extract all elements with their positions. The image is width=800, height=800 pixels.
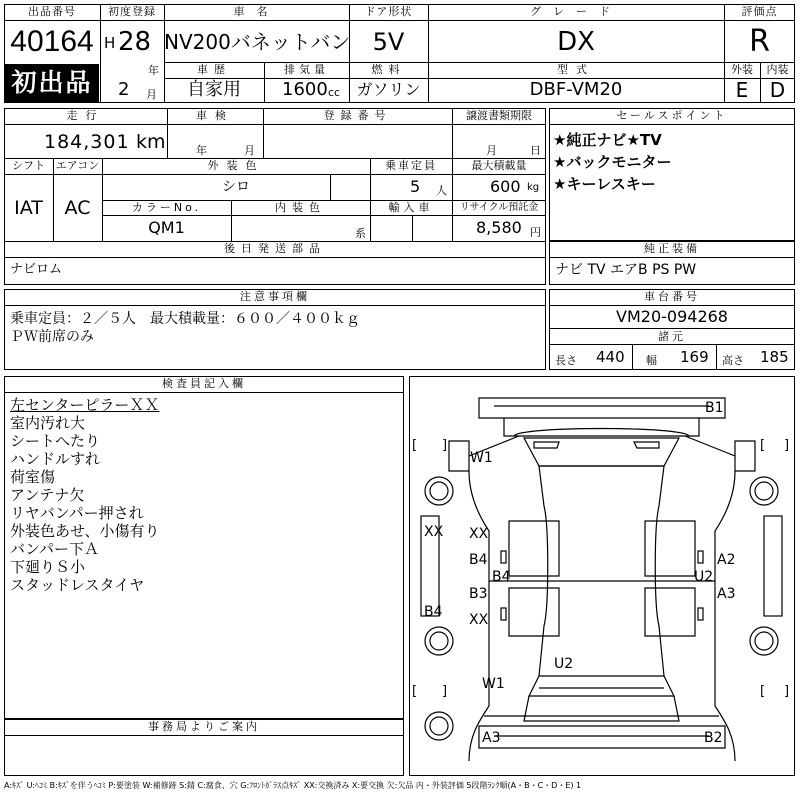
color-no-label: カラーNo. bbox=[131, 201, 202, 214]
bracket-7: [ bbox=[760, 684, 766, 699]
reg-no-label: 登録番号 bbox=[323, 109, 392, 122]
unit-km: km bbox=[136, 131, 166, 153]
unit-yen: 円 bbox=[530, 226, 541, 239]
unit-cc: cc bbox=[328, 86, 341, 99]
grade-label: グレード bbox=[530, 5, 622, 18]
selling-point-2: ★バックモニター bbox=[553, 153, 672, 171]
mark-xx-rear: XX bbox=[469, 612, 489, 628]
grade: DX bbox=[557, 27, 595, 57]
mark-w1-front: W1 bbox=[470, 450, 493, 466]
model: DBF-VM20 bbox=[529, 79, 623, 100]
model-label: 型式 bbox=[557, 63, 595, 76]
ac: AC bbox=[64, 197, 91, 219]
office-label: 事務局よりご案内 bbox=[4, 719, 404, 736]
reg-year: 28 bbox=[118, 27, 152, 57]
selling-point-3: ★キーレスキー bbox=[553, 175, 656, 193]
transfer-month: 月 bbox=[486, 144, 497, 157]
mark-u2-rear: U2 bbox=[554, 656, 574, 672]
length-label: 長さ bbox=[555, 354, 577, 367]
fuel: ガソリン bbox=[356, 80, 421, 99]
transfer-day: 日 bbox=[530, 144, 541, 157]
mark-b2: B2 bbox=[704, 730, 723, 746]
mark-b4-center: B4 bbox=[492, 569, 511, 585]
door-label: ドア形状 bbox=[364, 5, 413, 18]
chassis-label: 車台番号 bbox=[549, 289, 795, 306]
max-load-label: 最大積載量 bbox=[471, 159, 527, 172]
lot-number: 40164 bbox=[10, 25, 94, 58]
inspection-label: 車検 bbox=[196, 109, 234, 122]
inspector-note: アンテナ欠 bbox=[10, 486, 85, 504]
door-type: 5V bbox=[372, 28, 405, 56]
selling-point-label: セールスポイント bbox=[549, 108, 795, 125]
inspector-label: 検査員記入欄 bbox=[4, 376, 404, 393]
mark-a3-right: A3 bbox=[717, 586, 736, 602]
interior-score: D bbox=[769, 78, 786, 102]
ext-color-label: 外装色 bbox=[207, 159, 265, 172]
recycle-label: リサイクル預託金 bbox=[459, 202, 539, 213]
bracket-4: ] bbox=[784, 438, 790, 453]
inspector-note: ハンドルすれ bbox=[10, 450, 101, 468]
inspector-note: 外装色あせ、小傷有り bbox=[10, 522, 160, 540]
inspector-note: 左センターピラーＸＸ bbox=[10, 396, 160, 414]
height-value: 185 bbox=[760, 348, 789, 366]
color-no: QM1 bbox=[148, 218, 185, 237]
mark-b3: B3 bbox=[469, 586, 488, 602]
fuel-label: 燃料 bbox=[371, 63, 406, 76]
later-parts: ナビロム bbox=[10, 262, 63, 277]
bracket-3: [ bbox=[760, 438, 766, 453]
mark-a2: A2 bbox=[717, 552, 736, 568]
selling-point-1: ★純正ナビ★TV bbox=[553, 131, 662, 149]
mark-xx-door: XX bbox=[469, 526, 489, 542]
first-reg-label: 初度登録 bbox=[108, 5, 156, 18]
inspector-note: スタッドレスタイヤ bbox=[10, 576, 145, 594]
height-label: 高さ bbox=[722, 354, 744, 367]
max-load: 600 bbox=[490, 177, 521, 196]
inspector-note: 室内汚れ大 bbox=[10, 414, 86, 432]
mark-a3-bumper: A3 bbox=[482, 730, 501, 746]
dims-label: 諸元 bbox=[549, 329, 795, 345]
capacity: 5 bbox=[410, 177, 421, 196]
first-listing-badge: 初出品 bbox=[5, 64, 99, 102]
unit-year: 年 bbox=[148, 64, 159, 77]
insp-month: 月 bbox=[244, 144, 255, 157]
exterior-label: 外装 bbox=[731, 63, 753, 76]
bracket-6: ] bbox=[442, 684, 448, 699]
notes-label: 注意事項欄 bbox=[4, 289, 546, 306]
score-label: 評価点 bbox=[741, 5, 778, 18]
width-value: 169 bbox=[680, 348, 709, 366]
car-name: NV200バネットバン bbox=[164, 30, 351, 54]
length-value: 440 bbox=[596, 348, 625, 366]
later-parts-label: 後日発送部品 bbox=[224, 242, 326, 255]
mileage: 184,301 bbox=[44, 131, 130, 153]
capacity-label: 乗車定員 bbox=[385, 159, 437, 172]
history-label: 車歴 bbox=[197, 63, 231, 76]
legend: A:ｷｽﾞ U:ﾍｺﾐ B:ｷｽﾞを伴うﾍｺﾐ P:要塗装 W:補修跡 S:錆 C:腐食、穴 G:ﾌﾛﾝﾄｶﾞﾗｽ点ｷｽﾞ XX:交換済み X:要交換 欠:欠品 内・外装評価 5段階ﾗﾝｸ順(A・B・C・D・E) 1 bbox=[4, 781, 582, 790]
factory-equipment: ナビ TV エアB PS PW bbox=[555, 262, 697, 278]
inspector-note: シートへたり bbox=[10, 432, 101, 450]
mileage-label: 走行 bbox=[66, 109, 105, 122]
score: R bbox=[749, 24, 770, 59]
transfer-label: 譲渡書類期限 bbox=[466, 109, 532, 122]
chassis-number: VM20-094268 bbox=[616, 307, 728, 326]
shift-label: シフト bbox=[12, 159, 45, 172]
inspector-note: バンパー下Ａ bbox=[10, 540, 99, 558]
width-label: 幅 bbox=[646, 354, 657, 367]
exterior-score: E bbox=[735, 78, 749, 102]
car-diagram bbox=[409, 376, 795, 776]
car-name-label: 車名 bbox=[233, 5, 280, 18]
inspector-notes-list bbox=[10, 396, 400, 594]
note-line-2: ＰＷ前席のみ bbox=[10, 329, 94, 345]
import-label: 輸入車 bbox=[388, 201, 434, 214]
shift: IAT bbox=[14, 197, 43, 219]
bracket-5: [ bbox=[412, 684, 418, 699]
bracket-8: ] bbox=[784, 684, 790, 699]
ac-label: エアコン bbox=[55, 159, 100, 172]
mark-u2-center: U2 bbox=[694, 569, 714, 585]
reg-month: 2 bbox=[118, 79, 130, 100]
insp-year: 年 bbox=[196, 144, 207, 157]
mark-w1-rear: W1 bbox=[482, 676, 505, 692]
history: 自家用 bbox=[187, 79, 241, 100]
unit-kg: kg bbox=[527, 182, 540, 193]
lot-no-label: 出品番号 bbox=[28, 5, 76, 18]
mark-xx-side: XX bbox=[424, 524, 444, 540]
interior-label: 内装 bbox=[766, 63, 789, 76]
era: H bbox=[104, 34, 116, 52]
displacement-label: 排気量 bbox=[284, 63, 329, 76]
displacement: 1600 bbox=[282, 79, 328, 100]
note-line-1: 乗車定員：２／５人 最大積載量：６００／４００ｋｇ bbox=[10, 311, 360, 327]
ext-color: シロ bbox=[222, 179, 250, 195]
mark-b4-rocker-left: B4 bbox=[424, 604, 443, 620]
int-color-unit: 系 bbox=[355, 227, 366, 240]
inspector-note: 荷室傷 bbox=[10, 468, 56, 486]
bracket-2: ] bbox=[442, 438, 448, 453]
bracket-1: [ bbox=[412, 438, 418, 453]
inspector-note: 下廻りＳ小 bbox=[10, 558, 86, 576]
unit-month: 月 bbox=[146, 88, 157, 101]
unit-person: 人 bbox=[436, 184, 447, 197]
int-color-label: 内装色 bbox=[275, 201, 326, 214]
recycle: 8,580 bbox=[476, 218, 522, 237]
factory-label: 純正装備 bbox=[549, 241, 795, 258]
mark-b4-door: B4 bbox=[469, 552, 488, 568]
mark-b1: B1 bbox=[705, 400, 724, 416]
inspector-note: リヤバンパー押され bbox=[10, 504, 144, 522]
